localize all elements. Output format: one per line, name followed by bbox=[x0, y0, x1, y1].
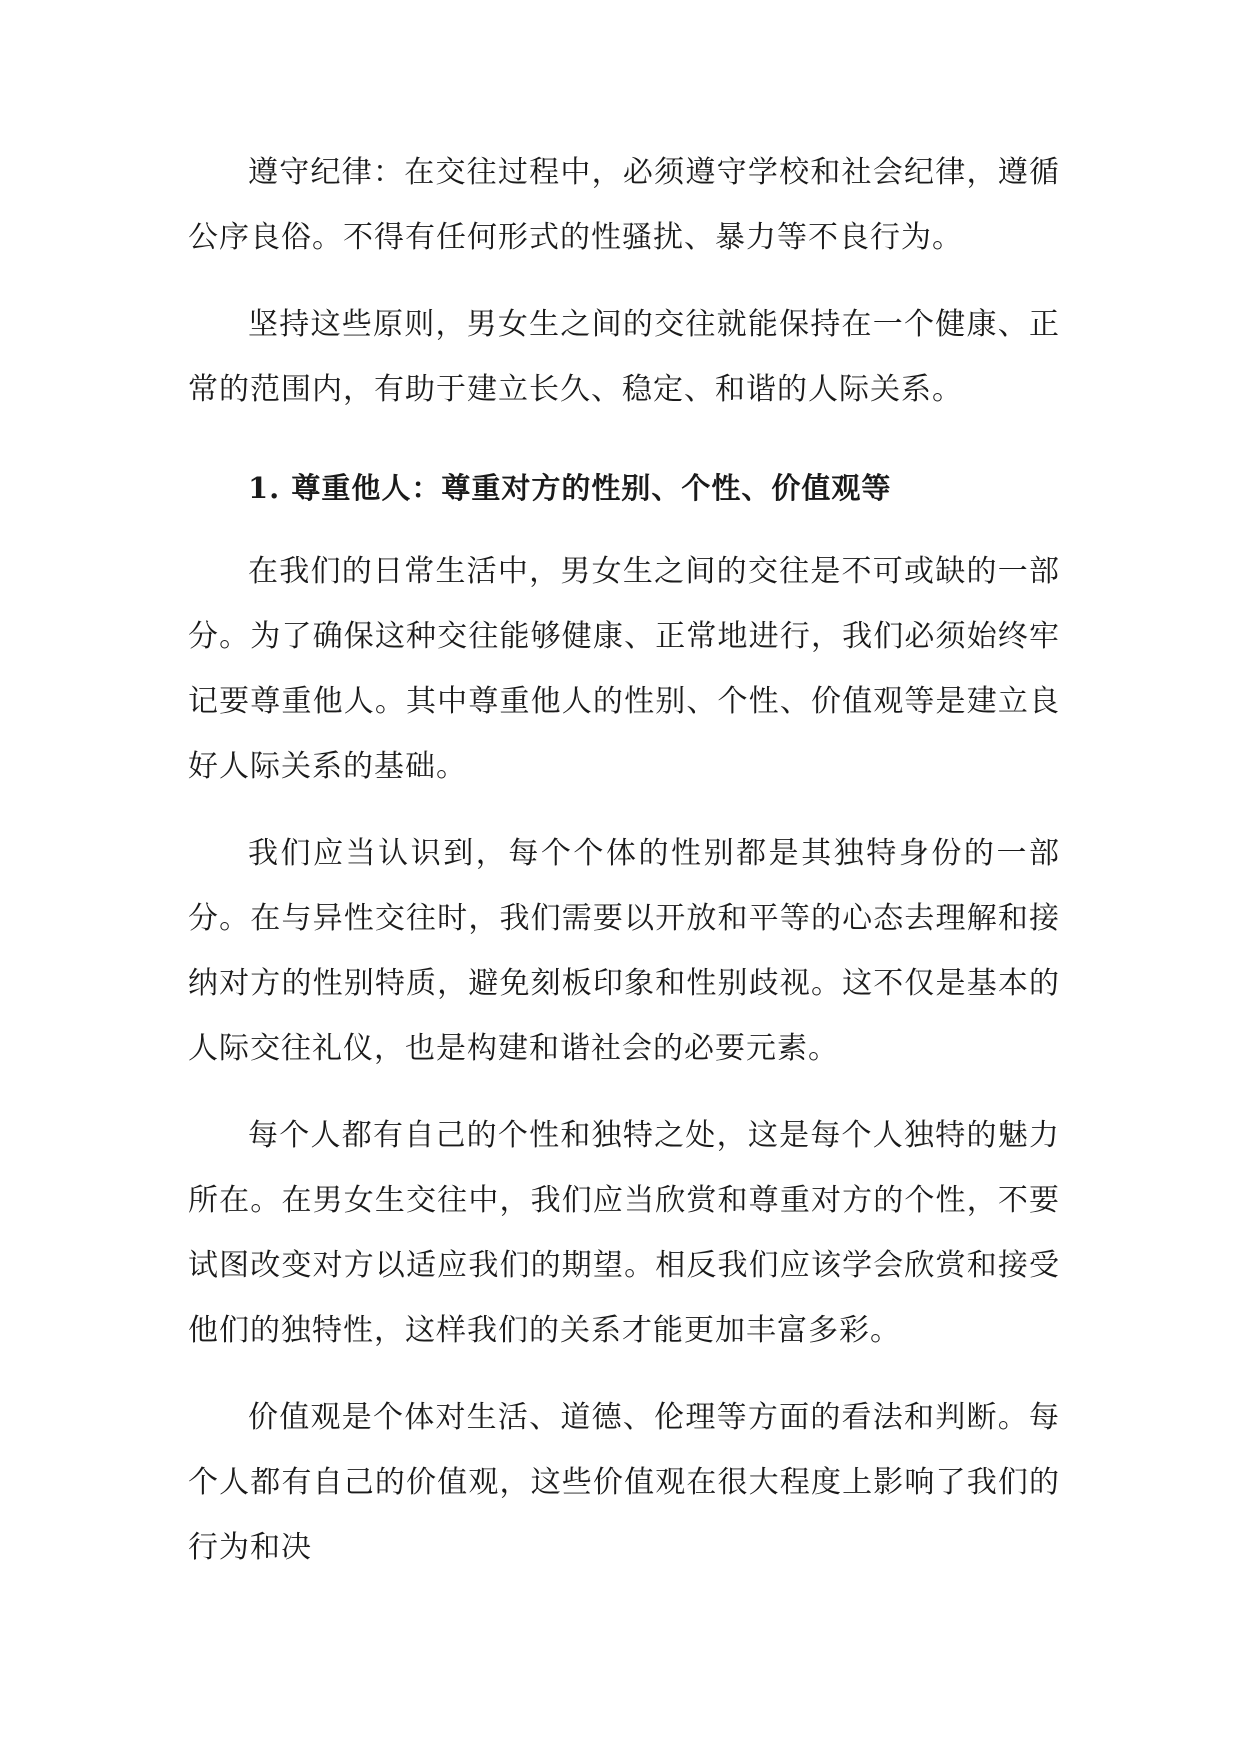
paragraph-respect-values: 价值观是个体对生活、道德、伦理等方面的看法和判断。每个人都有自己的价值观，这些价值观在很大程度上影响了我们的行为和决 bbox=[188, 1400, 1060, 1565]
section-heading-respect-others: 1. 尊重他人：尊重对方的性别、个性、价值观等 bbox=[248, 471, 892, 505]
paragraph-principles-summary: 坚持这些原则，男女生之间的交往就能保持在一个健康、正常的范围内，有助于建立长久、稳定、和谐的人际关系。 bbox=[188, 307, 1060, 407]
paragraph-respect-intro: 在我们的日常生活中，男女生之间的交往是不可或缺的一部分。为了确保这种交往能够健康、正常地进行，我们必须始终牢记要尊重他人。其中尊重他人的性别、个性、价值观等是建立良好人际关系的基础。 bbox=[188, 554, 1060, 784]
paragraph-discipline: 遵守纪律：在交往过程中，必须遵守学校和社会纪律，遵循公序良俗。不得有任何形式的性骚扰、暴力等不良行为。 bbox=[188, 155, 1060, 255]
paragraph-respect-gender: 我们应当认识到，每个个体的性别都是其独特身份的一部分。在与异性交往时，我们需要以开放和平等的心态去理解和接纳对方的性别特质，避免刻板印象和性别歧视。这不仅是基本的人际交往礼仪，也是构建和谐社会的必要元素。 bbox=[188, 836, 1060, 1066]
document-body bbox=[188, 140, 1060, 1602]
paragraph-respect-personality: 每个人都有自己的个性和独特之处，这是每个人独特的魅力所在。在男女生交往中，我们应当欣赏和尊重对方的个性，不要试图改变对方以适应我们的期望。相反我们应该学会欣赏和接受他们的独特性，这样我们的关系才能更加丰富多彩。 bbox=[188, 1118, 1060, 1348]
